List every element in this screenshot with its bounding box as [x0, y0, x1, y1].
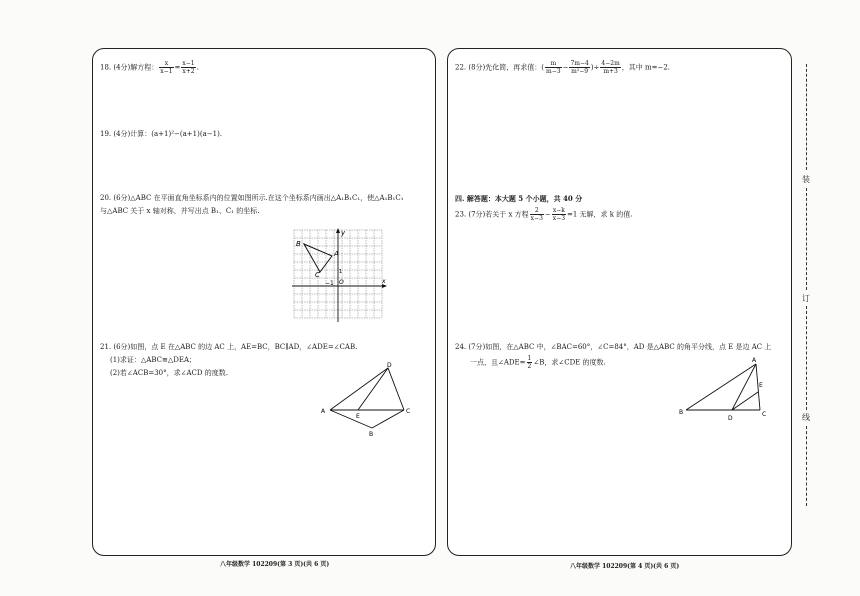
q24-half-num: 1 [527, 355, 532, 362]
q23-f1-num: 2 [530, 207, 544, 215]
question-20-line2: 与△ABC 关于 x 轴对称，并写出点 B₁、C₁ 的坐标. [100, 207, 260, 215]
question-18 [100, 60, 199, 75]
point-b-label: B [296, 240, 301, 248]
q24-point-e: E [759, 382, 763, 389]
binding-label-zhuang: 装 [802, 175, 810, 184]
q18-f2-num: x−1 [182, 60, 195, 67]
q24-point-c: C [762, 411, 767, 418]
q24-point-b: B [679, 409, 684, 416]
q23-fraction-2 [552, 207, 566, 222]
y-axis-label: y [341, 229, 346, 237]
question-21-part2: (2)若∠ACB=30°，求∠ACD 的度数. [110, 369, 228, 377]
question-20-line1: 20. (6分)△ABC 在平面直角坐标系内的位置如图所示.在这个坐标系内画出△A₁B₁C₁，使△A₁B₁C₁ [100, 194, 404, 202]
q22-f1-den: m−3 [546, 68, 561, 75]
point-a-label: A [334, 250, 339, 258]
question-22 [455, 60, 670, 75]
q18-fraction-2 [181, 60, 195, 75]
q18-suffix: . [196, 63, 199, 72]
q21-triangle-figure [318, 362, 414, 440]
q18-prefix: 18. (4分)解方程： [100, 63, 159, 72]
q21-point-e: E [356, 413, 360, 420]
q22-fraction-2 [569, 60, 589, 75]
q22-div: )÷ [590, 63, 600, 72]
q21-point-d: D [387, 362, 392, 369]
tick-neg1-label: −1 [325, 280, 334, 287]
q21-point-b: B [369, 431, 374, 438]
q24-triangle-figure [678, 354, 774, 426]
binding-line-bottom [806, 426, 807, 506]
q22-f2-den: m²−9 [571, 68, 589, 75]
left-page-footer: 八年级数学 102209(第 3 页)(共 6 页) [220, 561, 330, 568]
binding-line-top [806, 64, 807, 170]
tick-1-label: 1 [339, 269, 343, 275]
q18-f2-den: x+2 [182, 68, 195, 75]
binding-line-lower [806, 306, 807, 410]
q22-f2-num: 7m−4 [570, 60, 589, 67]
q22-suffix: ，其中 m=−2. [621, 63, 671, 72]
question-21-line1: 21. (6分)如图，点 E 在△ABC 的边 AC 上，AE=BC，BC∥AD，∠ADE=∠CAB. [100, 343, 358, 351]
y-axis-arrow [336, 228, 340, 233]
q23-prefix: 23. (7分)若关于 x 方程 [455, 210, 529, 219]
q24-line2-pre: 一点，且∠ADE= [470, 358, 526, 367]
q21-point-a: A [321, 408, 326, 415]
q23-suffix: =1 无解，求 k 的值. [567, 210, 633, 219]
q23-minus: − [544, 210, 551, 219]
origin-label: O [339, 279, 344, 286]
question-24-line2 [470, 355, 606, 370]
section-heading: 四. 解答题：本大题 5 个小题，共 40 分 [455, 194, 583, 203]
q24-half-den: 2 [527, 363, 532, 370]
q22-f1-num: m [545, 60, 562, 68]
q23-f2-den: x−3 [552, 215, 566, 222]
right-page-footer: 八年级数学 102209(第 4 页)(共 6 页) [570, 563, 680, 570]
q24-point-a: A [752, 357, 757, 364]
right-page [447, 48, 792, 556]
binding-line-middle [806, 188, 807, 290]
q22-f3-num: 4−2m [601, 60, 620, 67]
q24-line2-post: ∠B，求∠CDE 的度数. [533, 358, 606, 367]
question-23 [455, 207, 632, 222]
q18-f1-den: x−1 [160, 68, 173, 75]
q22-f3-den: m+3 [603, 68, 618, 75]
q22-prefix: 22. (8分)先化简，再求值：( [455, 63, 545, 72]
question-21-part1: (1)求证：△ABC≌△DEA； [110, 356, 197, 364]
q18-fraction-1 [159, 60, 173, 75]
q24-point-d: D [728, 415, 733, 422]
q22-fraction-3 [600, 60, 620, 75]
q18-f1-num: x [159, 60, 173, 68]
q23-f2-num: x−k [552, 207, 565, 214]
question-19: 19. (4分)计算：(a+1)²−(a+1)(a−1). [100, 130, 223, 138]
binding-label-xian: 线 [802, 413, 810, 422]
q21-point-c: C [406, 408, 411, 415]
q22-fraction-1 [545, 60, 562, 75]
q23-fraction-1 [530, 207, 544, 222]
question-24-line1: 24. (7分)如图，在△ABC 中，∠BAC=60°，∠C=84°，AD 是△ABC 的角平分线，点 E 是边 AC 上 [455, 343, 772, 351]
x-axis-label: x [382, 278, 386, 285]
q18-eq: = [174, 63, 181, 72]
coordinate-grid-figure [290, 226, 390, 324]
q24-half-fraction [527, 355, 533, 370]
binding-label-ding: 订 [802, 294, 810, 303]
q22-minus: − [562, 63, 569, 72]
point-c-label: C [315, 271, 320, 279]
q23-f1-den: x−3 [530, 215, 543, 222]
